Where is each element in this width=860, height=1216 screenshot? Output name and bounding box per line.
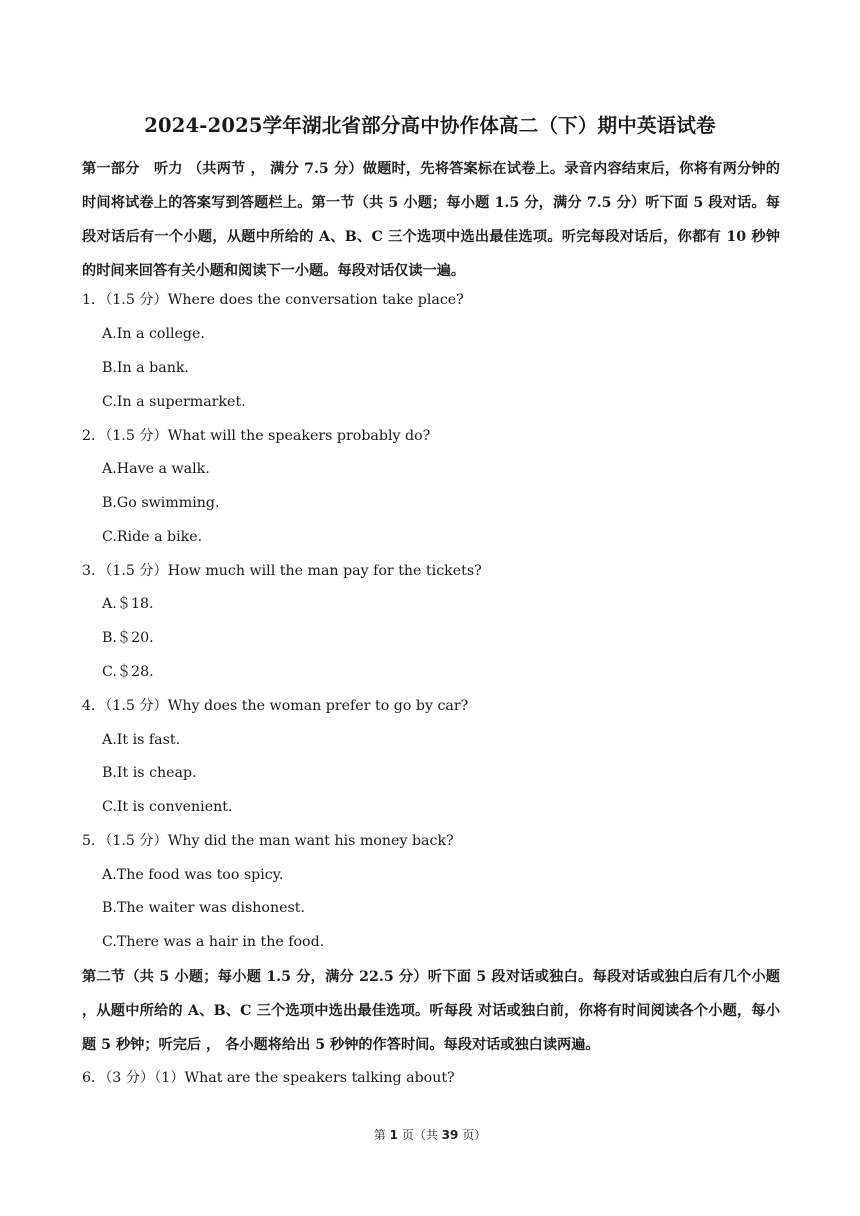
question-2-option-b: B.Go swimming. (102, 495, 220, 511)
question-3-option-a: A.＄18. (102, 596, 154, 612)
question-1-stem: 1．（1.5 分）Where does the conversation take place? (82, 292, 464, 308)
question-6-stem: 6．（3 分）（1）What are the speakers talking about? (82, 1070, 455, 1086)
footer-total-pages: 39 (441, 1128, 459, 1142)
question-2-option-c: C.Ride a bike. (102, 529, 203, 545)
question-2-option-a: A.Have a walk. (102, 461, 210, 477)
footer-prefix: 第 (373, 1128, 386, 1142)
question-5-option-a: A.The food was too spicy. (102, 867, 284, 883)
page-footer (0, 1126, 860, 1144)
question-4-option-c: C.It is convenient. (102, 799, 233, 815)
question-1-option-a: A.In a college. (102, 326, 205, 342)
question-1-option-b: B.In a bank. (102, 360, 189, 376)
question-2-stem: 2．（1.5 分）What will the speakers probably do? (82, 428, 431, 444)
question-1-option-c: C.In a supermarket. (102, 394, 246, 410)
question-4-stem: 4．（1.5 分）Why does the woman prefer to go by car? (82, 698, 469, 714)
footer-page-number: 1 (389, 1128, 398, 1142)
section2-instructions: 第二节（共 5 小题；每小题 1.5 分，满分 22.5 分）听下面 5 段对话或独白。每段对话或独白后有几个小题 ，从题中所给的 A、B、C 三个选项中选出最佳选项。听每段 对话或独白前，你将有时间阅读各个小题，每小题 5 秒钟；听完后 ， 各小题将给出 5 秒钟的作答时间。每段对话或独白读两遍。 (82, 969, 780, 1053)
question-3-stem: 3．（1.5 分）How much will the man pay for the tickets? (82, 563, 482, 579)
question-3-option-c: C.＄28. (102, 664, 154, 680)
question-5-option-c: C.There was a hair in the food. (102, 934, 325, 950)
page-title: 2024-2025学年湖北省部分高中协作体高二（下）期中英语试卷 (144, 114, 716, 137)
question-5-stem: 5．（1.5 分）Why did the man want his money back? (82, 833, 454, 849)
question-5-option-b: B.The waiter was dishonest. (102, 900, 305, 916)
part1-instructions: 第一部分 听力 （共两节 ， 满分 7.5 分）做题时，先将答案标在试卷上。录音内容结束后，你将有两分钟的时间将试卷上的答案写到答题栏上。第一节（共 5 小题；每小题 1.5 分，满分 7.5 分）听下面 5 段对话。每段对话后有一个小题，从题中所给的 A、B、C 三个选项中选出最佳选项。听完每段对话后，你都有 10 秒钟的时间来回答有关小题和阅读下一小题。每段对话仅读一遍。 (82, 161, 780, 279)
question-3-option-b: B.＄20. (102, 630, 154, 646)
footer-suffix: 页） (462, 1128, 487, 1142)
footer-middle: 页（共 (401, 1128, 438, 1142)
question-4-option-a: A.It is fast. (102, 732, 181, 748)
question-4-option-b: B.It is cheap. (102, 765, 197, 781)
